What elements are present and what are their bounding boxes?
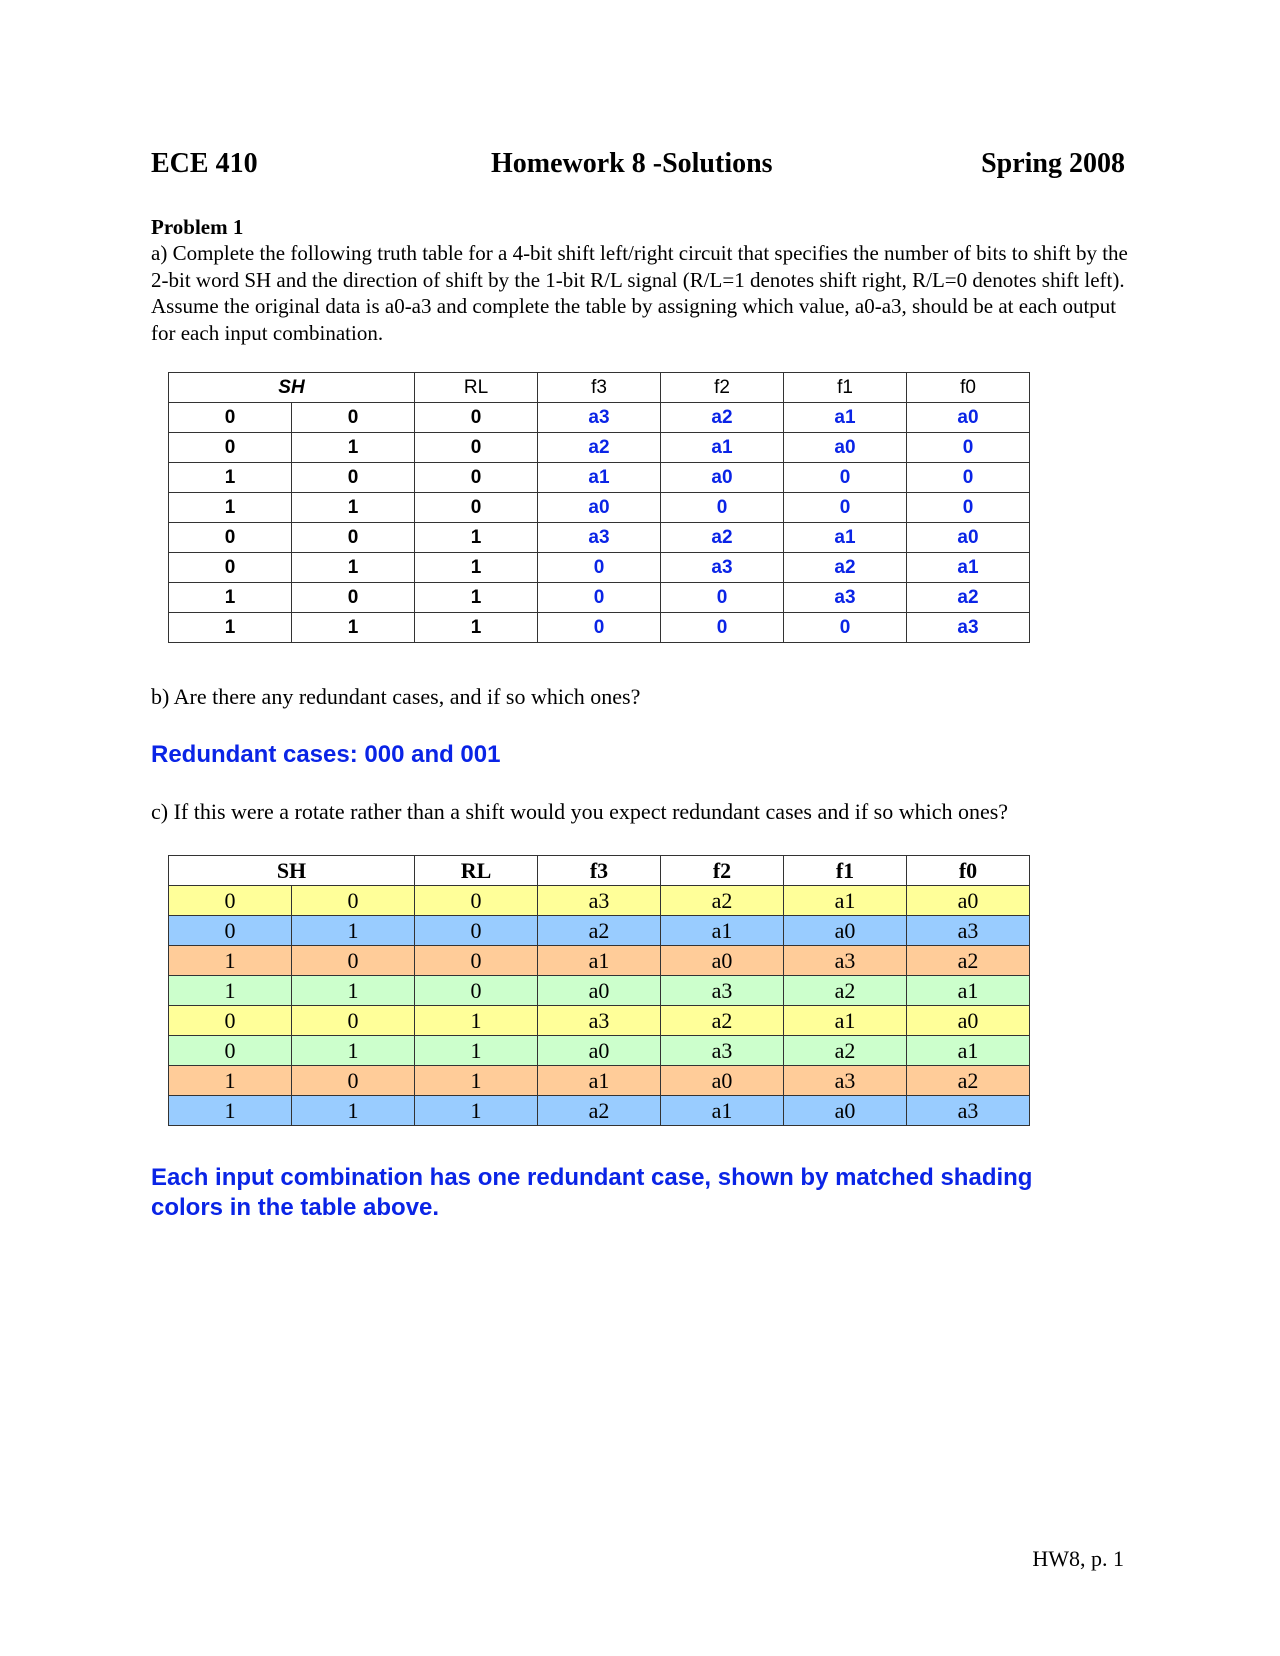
- table-cell: 0: [169, 433, 292, 463]
- table-cell: a2: [907, 946, 1030, 976]
- table-cell: a3: [784, 1066, 907, 1096]
- table-row: [169, 916, 1030, 946]
- table-cell: 1: [415, 553, 538, 583]
- table-cell: 1: [292, 1096, 415, 1126]
- header-sh: SH: [169, 856, 415, 886]
- header-f1: f1: [784, 856, 907, 886]
- table-header-row: [169, 856, 1030, 886]
- answer-b: Redundant cases: 000 and 001: [151, 741, 501, 768]
- table-cell: a2: [538, 433, 661, 463]
- table-row: [169, 403, 1030, 433]
- table-row: [169, 523, 1030, 553]
- table-row: [169, 463, 1030, 493]
- table-cell: 0: [538, 613, 661, 643]
- table-cell: a3: [661, 553, 784, 583]
- table-cell: a1: [661, 433, 784, 463]
- table-cell: a3: [661, 1036, 784, 1066]
- table-cell: a2: [784, 976, 907, 1006]
- table-cell: 0: [292, 523, 415, 553]
- table-cell: 1: [169, 946, 292, 976]
- table-cell: a3: [907, 916, 1030, 946]
- table-cell: a0: [907, 523, 1030, 553]
- page-footer: HW8, p. 1: [1032, 1546, 1124, 1571]
- table-cell: 0: [784, 463, 907, 493]
- table-cell: 1: [292, 433, 415, 463]
- table-cell: 1: [415, 523, 538, 553]
- table-cell: a2: [907, 1066, 1030, 1096]
- table-cell: 0: [415, 976, 538, 1006]
- table-cell: 1: [415, 1036, 538, 1066]
- table-cell: 1: [169, 976, 292, 1006]
- table-cell: 1: [415, 1066, 538, 1096]
- table-cell: a1: [907, 1036, 1030, 1066]
- table-cell: a3: [907, 1096, 1030, 1126]
- question-b: b) Are there any redundant cases, and if so which ones?: [151, 684, 641, 709]
- table-cell: 0: [415, 403, 538, 433]
- table-cell: a2: [661, 403, 784, 433]
- table-cell: a1: [907, 976, 1030, 1006]
- table-cell: a1: [661, 916, 784, 946]
- table-cell: 1: [292, 553, 415, 583]
- table-row: [169, 946, 1030, 976]
- table-cell: a0: [907, 1006, 1030, 1036]
- table-cell: 1: [169, 1096, 292, 1126]
- table-cell: 1: [169, 463, 292, 493]
- table-cell: 1: [292, 916, 415, 946]
- table-row: [169, 1066, 1030, 1096]
- table-cell: 1: [292, 613, 415, 643]
- table-cell: 0: [538, 553, 661, 583]
- table-cell: 0: [169, 553, 292, 583]
- table-cell: 0: [907, 433, 1030, 463]
- table-cell: 0: [292, 403, 415, 433]
- table-cell: 0: [661, 493, 784, 523]
- table-cell: 0: [907, 493, 1030, 523]
- header-f3: f3: [538, 373, 661, 403]
- document-title: Homework 8 -Solutions: [491, 148, 773, 179]
- table-cell: 0: [415, 886, 538, 916]
- header-f0: f0: [907, 373, 1030, 403]
- table-cell: a0: [661, 463, 784, 493]
- table-cell: a2: [661, 1006, 784, 1036]
- table-cell: a0: [538, 493, 661, 523]
- table-cell: 0: [169, 523, 292, 553]
- table-row: [169, 886, 1030, 916]
- header-f0: f0: [907, 856, 1030, 886]
- table-cell: 0: [292, 583, 415, 613]
- table-cell: 1: [415, 1006, 538, 1036]
- table-row: [169, 613, 1030, 643]
- table-cell: a3: [538, 403, 661, 433]
- header-f3: f3: [538, 856, 661, 886]
- table-cell: 0: [169, 403, 292, 433]
- table-cell: 0: [169, 886, 292, 916]
- table-cell: 1: [415, 583, 538, 613]
- table-cell: a1: [784, 1006, 907, 1036]
- table-row: [169, 493, 1030, 523]
- table-cell: 0: [169, 1006, 292, 1036]
- table-cell: a3: [784, 583, 907, 613]
- table-cell: a1: [538, 946, 661, 976]
- header-f1: f1: [784, 373, 907, 403]
- table-row: [169, 1006, 1030, 1036]
- table-cell: a2: [661, 523, 784, 553]
- table-cell: a3: [538, 886, 661, 916]
- table-cell: a0: [538, 1036, 661, 1066]
- table-cell: a1: [784, 523, 907, 553]
- table-cell: 1: [415, 613, 538, 643]
- table-cell: a0: [661, 1066, 784, 1096]
- table-row: [169, 1096, 1030, 1126]
- table-cell: a1: [907, 553, 1030, 583]
- table-cell: 0: [661, 583, 784, 613]
- table-cell: a0: [784, 1096, 907, 1126]
- table-cell: 1: [169, 583, 292, 613]
- table-cell: 0: [415, 433, 538, 463]
- header-rl: RL: [415, 373, 538, 403]
- header-sh: SH: [169, 373, 415, 403]
- table-cell: 1: [169, 493, 292, 523]
- table-cell: 0: [292, 1066, 415, 1096]
- table-cell: a0: [784, 916, 907, 946]
- table-cell: a2: [538, 1096, 661, 1126]
- table-cell: 0: [415, 946, 538, 976]
- table-cell: 0: [907, 463, 1030, 493]
- table-cell: a3: [538, 1006, 661, 1036]
- table-cell: a1: [784, 886, 907, 916]
- problem-title: Problem 1: [151, 215, 244, 239]
- course-code: ECE 410: [151, 148, 258, 179]
- table-row: [169, 583, 1030, 613]
- table-cell: a0: [907, 403, 1030, 433]
- table-cell: a3: [907, 613, 1030, 643]
- table-cell: 0: [661, 613, 784, 643]
- table-cell: 1: [415, 1096, 538, 1126]
- table-cell: 0: [169, 1036, 292, 1066]
- answer-c: Each input combination has one redundant case, shown by matched shading colors in the table above.: [151, 1164, 1033, 1221]
- table-cell: 0: [169, 916, 292, 946]
- table-cell: 0: [292, 463, 415, 493]
- table-cell: a2: [538, 916, 661, 946]
- table-cell: 0: [415, 916, 538, 946]
- table-cell: 1: [292, 976, 415, 1006]
- question-c: c) If this were a rotate rather than a shift would you expect redundant cases and if so which ones?: [151, 799, 1009, 824]
- table-cell: 1: [292, 1036, 415, 1066]
- header-f2: f2: [661, 856, 784, 886]
- term: Spring 2008: [981, 148, 1125, 179]
- table-cell: a0: [538, 976, 661, 1006]
- table-cell: 0: [538, 583, 661, 613]
- table-cell: 1: [169, 1066, 292, 1096]
- table-cell: a0: [784, 433, 907, 463]
- table-row: [169, 433, 1030, 463]
- table-cell: a3: [784, 946, 907, 976]
- table-row: [169, 1036, 1030, 1066]
- header-rl: RL: [415, 856, 538, 886]
- table-cell: 0: [784, 613, 907, 643]
- table-row: [169, 553, 1030, 583]
- table-cell: a2: [907, 583, 1030, 613]
- table-cell: 0: [292, 886, 415, 916]
- table-cell: 0: [784, 493, 907, 523]
- table-cell: 0: [292, 1006, 415, 1036]
- table-cell: a1: [538, 1066, 661, 1096]
- table-cell: a1: [784, 403, 907, 433]
- table-row: [169, 976, 1030, 1006]
- table-cell: a2: [661, 886, 784, 916]
- table-cell: a0: [907, 886, 1030, 916]
- table-cell: 0: [415, 463, 538, 493]
- table-cell: 1: [292, 493, 415, 523]
- table-header-row: [169, 373, 1030, 403]
- rotate-truth-table: [168, 855, 1030, 1126]
- problem-text: a) Complete the following truth table for a 4-bit shift left/right circuit that specifies the number of bits to shift by the 2-bit word SH and the direction of shift by the 1-bit R/L signal (R/L=1 denotes shift right, R/L=0 denotes shift left). Assume the original data is a0-a3 and complete the table by assigning which value, a0-a3, should be at each output for each input combination.: [151, 241, 1128, 345]
- table-cell: 0: [415, 493, 538, 523]
- table-cell: a0: [661, 946, 784, 976]
- table-cell: a3: [538, 523, 661, 553]
- shift-truth-table: [168, 372, 1030, 643]
- table-cell: 1: [169, 613, 292, 643]
- table-cell: a1: [538, 463, 661, 493]
- header-f2: f2: [661, 373, 784, 403]
- table-cell: a3: [661, 976, 784, 1006]
- table-cell: 0: [292, 946, 415, 976]
- table-cell: a1: [661, 1096, 784, 1126]
- table-cell: a2: [784, 1036, 907, 1066]
- table-cell: a2: [784, 553, 907, 583]
